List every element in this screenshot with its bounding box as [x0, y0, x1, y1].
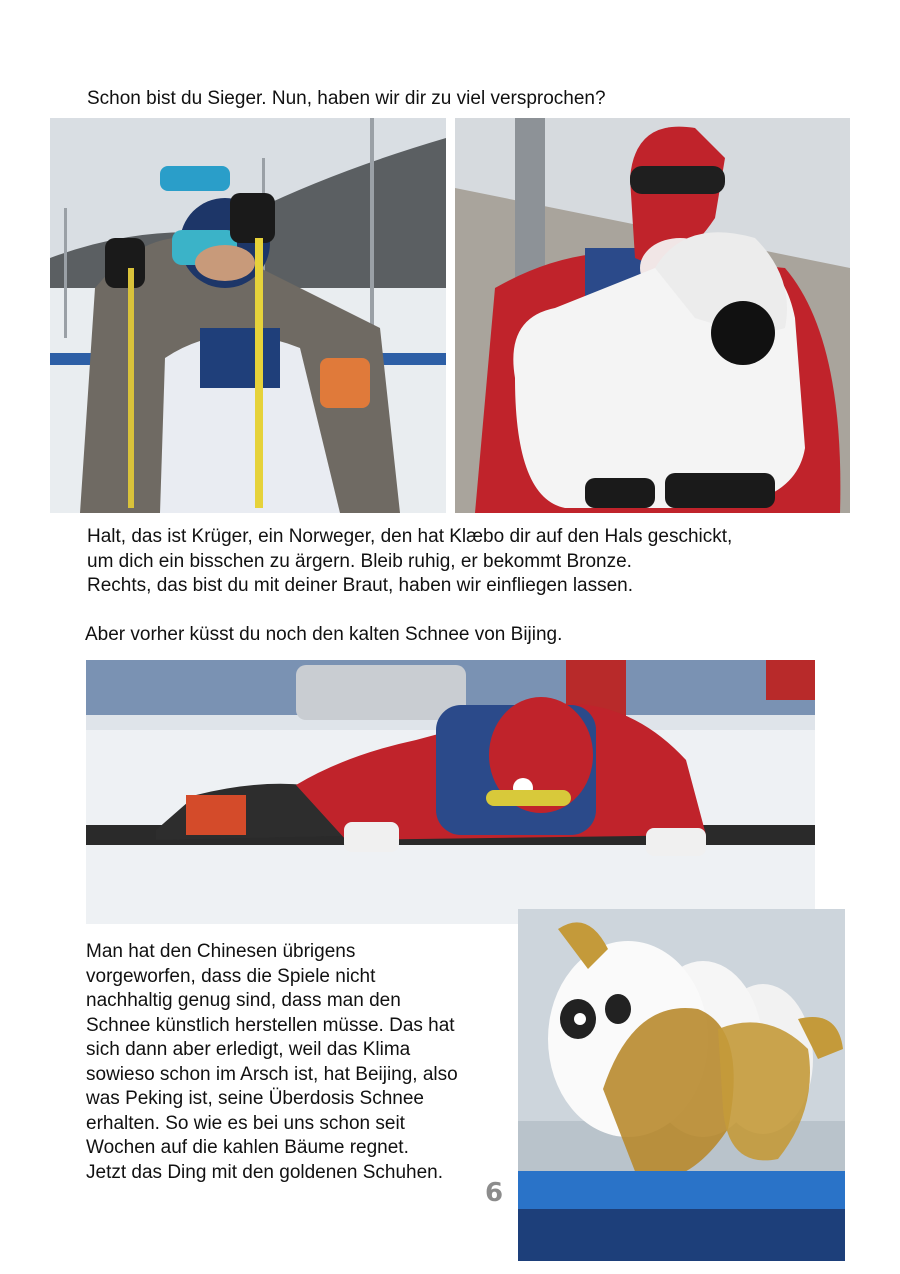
- photo-norwegian-skier: [50, 118, 446, 513]
- paragraph-snow-kiss: Aber vorher küsst du noch den kalten Schnee von Bijing.: [85, 624, 563, 645]
- photo-skier-with-mascot: [455, 118, 850, 513]
- photo-golden-mascot: [518, 909, 845, 1261]
- photo-skier-on-snow: [86, 660, 815, 924]
- page-number: 6: [485, 1178, 504, 1208]
- paragraph-china-snow: Man hat den Chinesen übrigens vorgeworfen, dass die Spiele nicht nachhaltig genug sind, dass man den Schnee künstlich herstellen müsse. Das hat sich dann aber erledigt, weil das Klima sowieso schon im Arsch ist, hat Beijing, also was Peking ist, seine Überdosis Schnee erhalten. So wie es bei uns schon seit Wochen auf die kahlen Bäume regnet. Jetzt das Ding mit den goldenen Schuhen.: [86, 941, 458, 1183]
- paragraph-kruger: Halt, das ist Krüger, ein Norweger, den hat Klæbo dir auf den Hals geschickt, um dich ein bisschen zu ärgern. Bleib ruhig, er bekommt Bronze. Rechts, das bist du mit deiner Braut, haben wir einfliegen lassen.: [87, 526, 733, 596]
- caption-top: Schon bist du Sieger. Nun, haben wir dir zu viel versprochen?: [87, 88, 606, 109]
